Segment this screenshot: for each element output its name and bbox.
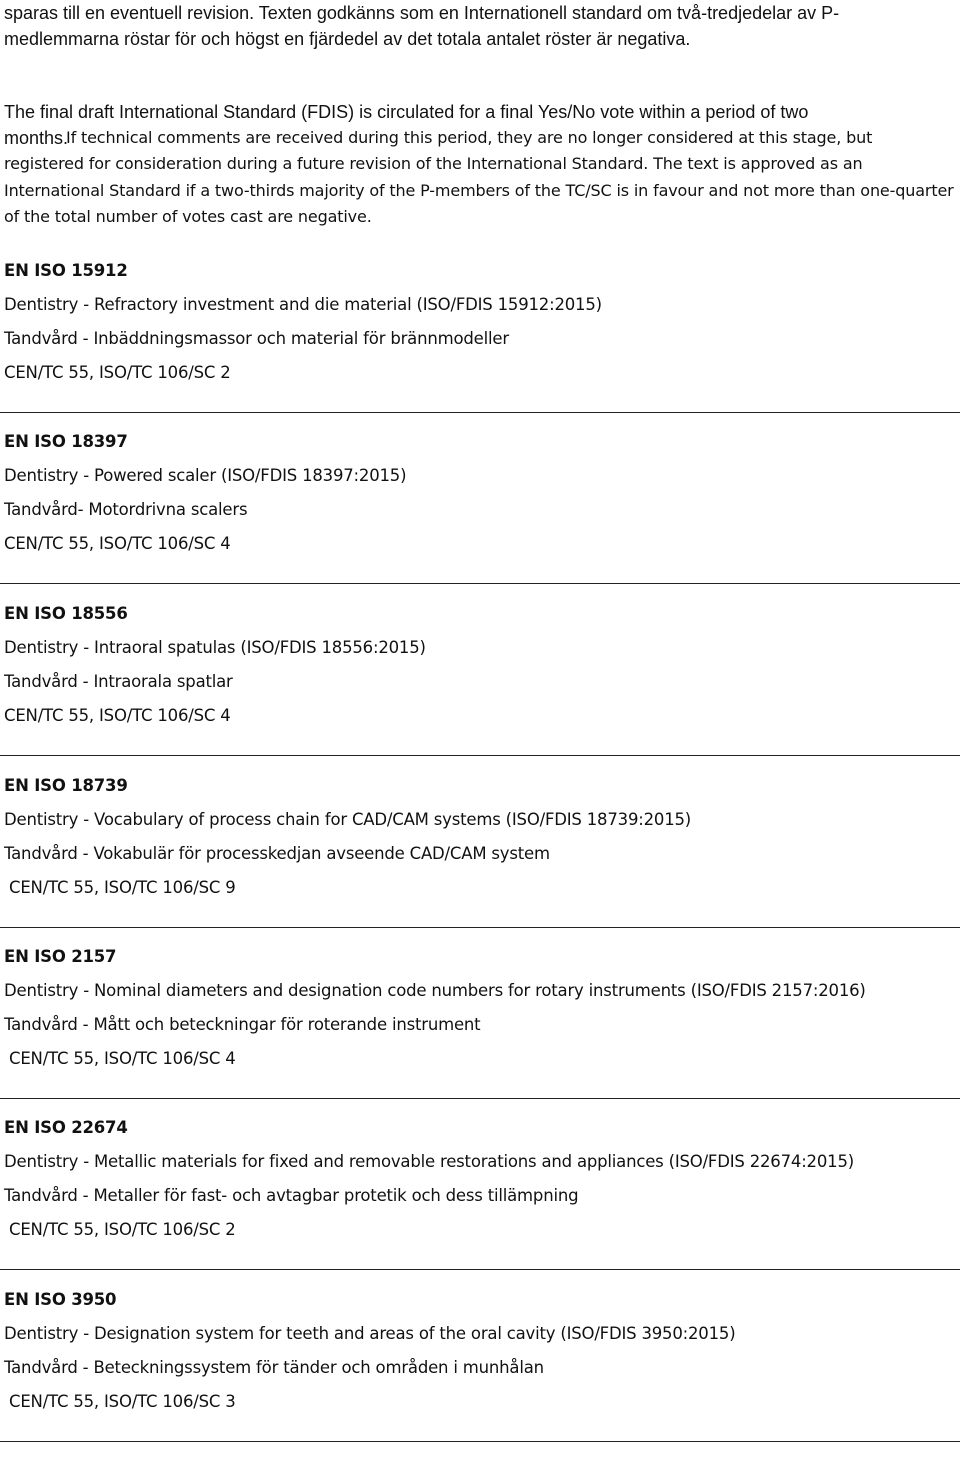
entry-divider (0, 755, 960, 756)
standard-committee: CEN/TC 55, ISO/TC 106/SC 4 (4, 706, 231, 725)
standard-title-english: Dentistry - Metallic materials for fixed and removable restorations and appliances (ISO/FDIS 22674:2015) (4, 1152, 854, 1171)
standard-code: EN ISO 18556 (4, 604, 128, 623)
standard-entry (0, 1117, 960, 1289)
standard-title-english: Dentistry - Refractory investment and die material (ISO/FDIS 15912:2015) (4, 295, 602, 314)
intro-english-line: The final draft International Standard (FDIS) is circulated for a final Yes/No vote within a period of two (4, 102, 809, 122)
standard-code: EN ISO 18397 (4, 432, 128, 451)
intro-paragraph-english-body: If technical comments are received during this period, they are no longer considered at this stage, but registered for consideration during a future revision of the International Standard. The text is approved as an International Standard if a two-thirds majority of the P-members of the TC/SC is in favour and not more than one-quarter of the total number of votes cast are negative. (4, 128, 954, 226)
standard-title-english: Dentistry - Designation system for teeth and areas of the oral cavity (ISO/FDIS 3950:2015) (4, 1324, 736, 1343)
entry-divider (0, 927, 960, 928)
standard-committee: CEN/TC 55, ISO/TC 106/SC 2 (9, 1220, 236, 1239)
standard-title-swedish: Tandvård- Motordrivna scalers (4, 500, 248, 519)
intro-english-months: months. (4, 128, 69, 148)
standard-committee: CEN/TC 55, ISO/TC 106/SC 4 (4, 534, 231, 553)
standard-title-swedish: Tandvård - Metaller för fast- och avtagbar protetik och dess tillämpning (4, 1186, 579, 1205)
standard-title-swedish: Tandvård - Intraorala spatlar (4, 672, 233, 691)
entry-divider (0, 1269, 960, 1270)
standard-title-english: Dentistry - Vocabulary of process chain for CAD/CAM systems (ISO/FDIS 18739:2015) (4, 810, 692, 829)
standard-code: EN ISO 15912 (4, 261, 128, 280)
standard-entry (0, 946, 960, 1118)
standard-code: EN ISO 18739 (4, 776, 128, 795)
entry-divider (0, 583, 960, 584)
standard-committee: CEN/TC 55, ISO/TC 106/SC 9 (9, 878, 236, 897)
standard-title-english: Dentistry - Intraoral spatulas (ISO/FDIS 18556:2015) (4, 638, 426, 657)
entry-divider (0, 1441, 960, 1442)
entry-divider (0, 412, 960, 413)
standard-entry (0, 603, 960, 775)
standard-committee: CEN/TC 55, ISO/TC 106/SC 4 (9, 1049, 236, 1068)
standard-title-swedish: Tandvård - Vokabulär för processkedjan avseende CAD/CAM system (4, 844, 550, 863)
standard-code: EN ISO 2157 (4, 947, 117, 966)
standard-entry (0, 260, 960, 432)
standard-code: EN ISO 3950 (4, 1290, 117, 1309)
standard-entry (0, 775, 960, 947)
standard-entry (0, 431, 960, 603)
standard-title-swedish: Tandvård - Mått och beteckningar för roterande instrument (4, 1015, 481, 1034)
standard-title-swedish: Tandvård - Beteckningssystem för tänder och områden i munhålan (4, 1358, 544, 1377)
standard-committee: CEN/TC 55, ISO/TC 106/SC 3 (9, 1392, 236, 1411)
intro-paragraph-swedish: sparas till en eventuell revision. Texten godkänns som en Internationell standard om två-tredjedelar av P-medlemmarna röstar för och högst en fjärdedel av det totala antalet röster är negativa. (4, 3, 840, 49)
entry-divider (0, 1098, 960, 1099)
standard-title-english: Dentistry - Nominal diameters and designation code numbers for rotary instruments (ISO/FDIS 2157:2016) (4, 981, 866, 1000)
standard-title-swedish: Tandvård - Inbäddningsmassor och material för brännmodeller (4, 329, 509, 348)
standard-title-english: Dentistry - Powered scaler (ISO/FDIS 18397:2015) (4, 466, 407, 485)
standard-entry (0, 1289, 960, 1461)
standard-code: EN ISO 22674 (4, 1118, 128, 1137)
standard-committee: CEN/TC 55, ISO/TC 106/SC 2 (4, 363, 231, 382)
